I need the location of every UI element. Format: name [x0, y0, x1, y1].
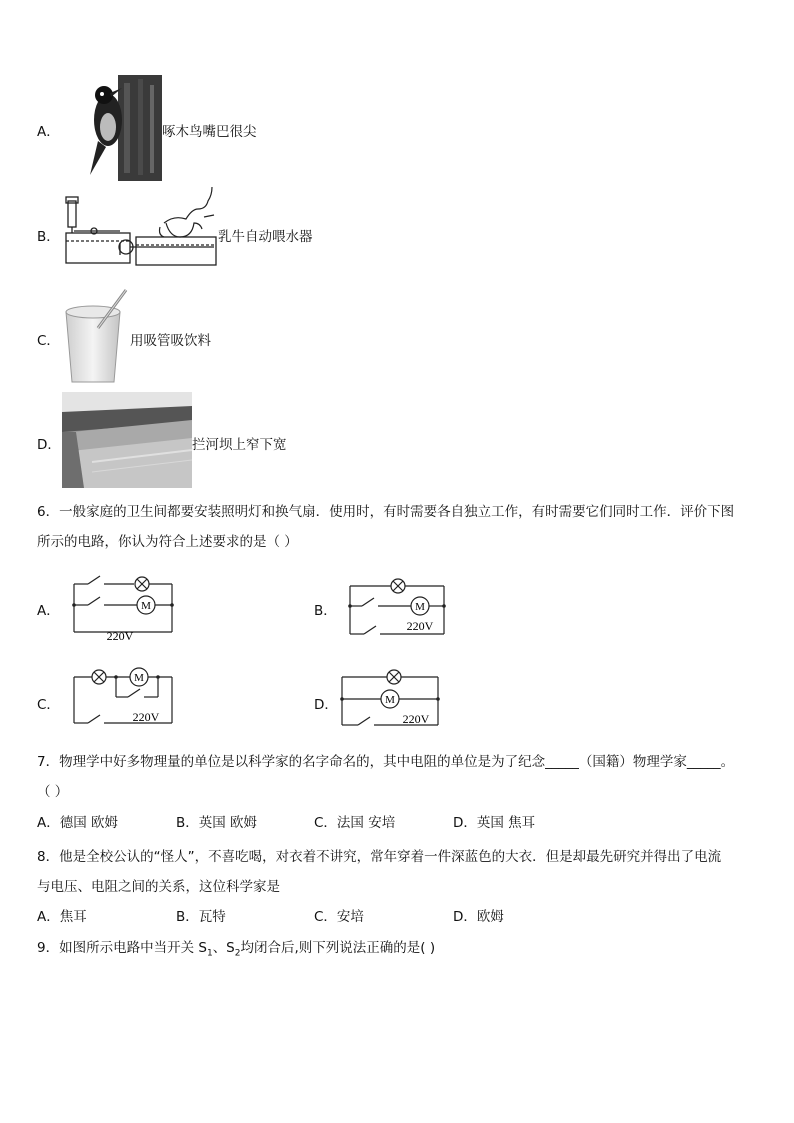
- circuit-b-voltage: 220V: [406, 619, 434, 633]
- circuit-c-diagram: [66, 663, 178, 735]
- q9-text: 9．如图所示电路中当开关 $S_1$、$S_2$均闭合后,则下列说法正确的是( ): [37, 940, 436, 959]
- q8-option-d: D．欧姆: [453, 909, 504, 925]
- q8-option-b: B．瓦特: [176, 909, 226, 925]
- circuit-a-motor-symbol: M: [141, 600, 151, 612]
- water-feeder-image: [64, 183, 218, 275]
- circuit-a-voltage: 220V: [106, 629, 134, 642]
- q7-option-a: A．德国 欧姆: [37, 815, 119, 831]
- dam-image: [62, 392, 192, 488]
- q7-option-b: B．英国 欧姆: [176, 815, 258, 831]
- q7-option-c: C．法国 安培: [314, 815, 396, 831]
- woodpecker-image: [78, 75, 162, 181]
- q7-option-d: D．英国 焦耳: [453, 815, 536, 831]
- q7-text-line2: （ ）: [37, 784, 69, 800]
- circuit-c-voltage: 220V: [132, 710, 160, 724]
- circuit-b-diagram: [342, 574, 450, 646]
- option-b-caption: 乳牛自动喂水器: [218, 229, 313, 245]
- q6-option-d-letter: D．: [314, 697, 338, 713]
- circuit-d-voltage: 220V: [402, 712, 430, 726]
- circuit-d-diagram: [336, 663, 444, 735]
- q8-text-line2: 与电压、电阻之间的关系，这位科学家是: [37, 879, 280, 895]
- circuit-d-motor-symbol: M: [385, 694, 395, 706]
- q7-text-line1: 7．物理学中好多物理量的单位是以科学家的名字命名的，其中电阻的单位是为了纪念_____（国籍）物理学家_____。: [37, 754, 735, 770]
- option-c-caption: 用吸管吸饮料: [130, 333, 211, 349]
- q8-option-a: A．焦耳: [37, 909, 87, 925]
- q6-option-b-letter: B．: [314, 603, 337, 619]
- q8-text-line1: 8．他是全校公认的“怪人”，不喜吃喝，对衣着不讲究，常年穿着一件深蓝色的大衣．但是却最先研究并得出了电流: [37, 849, 722, 865]
- q6-option-a-letter: A．: [37, 603, 60, 619]
- option-d-caption: 拦河坝上窄下宽: [192, 437, 287, 453]
- option-c-letter: C．: [37, 333, 60, 349]
- option-d-letter: D．: [37, 437, 61, 453]
- option-a-letter: A．: [37, 124, 60, 140]
- circuit-b-motor-symbol: M: [415, 601, 425, 613]
- q8-option-c: C．安培: [314, 909, 364, 925]
- q6-option-c-letter: C．: [37, 697, 60, 713]
- circuit-c-motor-symbol: M: [134, 672, 144, 684]
- q6-text-line1: 6．一般家庭的卫生间都要安装照明灯和换气扇．使用时，有时需要各自独立工作，有时需要它们同时工作．评价下图: [37, 504, 735, 520]
- drink-glass-image: [62, 288, 130, 384]
- q6-text-line2: 所示的电路，你认为符合上述要求的是（ ）: [37, 534, 298, 550]
- option-b-letter: B．: [37, 229, 60, 245]
- circuit-a-diagram: [66, 570, 178, 642]
- option-a-caption: 啄木鸟嘴巴很尖: [162, 124, 257, 140]
